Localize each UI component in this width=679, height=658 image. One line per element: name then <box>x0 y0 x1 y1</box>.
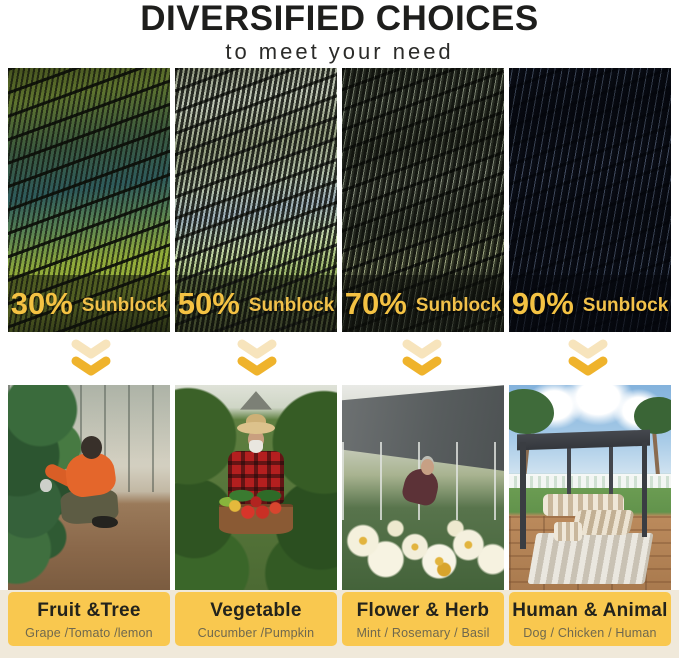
pergola-post <box>642 442 647 536</box>
striped-rug <box>527 533 653 584</box>
use-case-title: Fruit &Tree <box>37 600 141 621</box>
use-case-card-human-animal <box>509 592 671 646</box>
white-flowers <box>342 385 504 590</box>
sunblock-label-30 <box>8 275 170 332</box>
palm-tree <box>634 397 671 434</box>
header <box>0 0 679 66</box>
arrow-row <box>8 335 671 382</box>
photo-fruit-tree <box>8 385 170 590</box>
use-case-title: Vegetable <box>210 600 302 621</box>
down-arrow-icon <box>174 335 340 382</box>
sunblock-percent: 90% <box>511 285 574 321</box>
pergola-post <box>520 442 526 549</box>
shade-net-photo-90 <box>509 68 671 332</box>
use-case-caption-row <box>8 592 671 646</box>
use-case-card-flower-herb <box>342 592 504 646</box>
sunblock-percent: 70% <box>344 285 407 321</box>
use-case-subtitle: Grape /Tomato /lemon <box>25 626 153 640</box>
use-case-subtitle: Dog / Chicken / Human <box>523 626 657 640</box>
sunblock-word: Sunblock <box>81 294 168 316</box>
photo-flower-herb <box>342 385 504 590</box>
worker-glove <box>40 479 51 491</box>
shade-net-photo-30 <box>8 68 170 332</box>
use-case-subtitle: Mint / Rosemary / Basil <box>356 626 490 640</box>
photo-human-animal <box>509 385 671 590</box>
sunblock-word: Sunblock <box>582 294 669 316</box>
use-case-photo-row <box>8 385 671 590</box>
sunblock-word: Sunblock <box>248 294 335 316</box>
page-subtitle: to meet your need <box>225 39 454 64</box>
use-case-title: Flower & Herb <box>356 600 490 621</box>
sunblock-label-90 <box>509 275 671 332</box>
page-title: DIVERSIFIED CHOICES <box>140 0 539 38</box>
vegetables <box>175 385 337 590</box>
shade-net-photo-70 <box>342 68 504 332</box>
use-case-card-vegetable <box>175 592 337 646</box>
down-arrow-icon <box>505 335 671 382</box>
shade-net-photo-50 <box>175 68 337 332</box>
sunblock-percent: 30% <box>10 285 73 321</box>
down-arrow-icon <box>8 335 174 382</box>
sunblock-word: Sunblock <box>415 294 502 316</box>
sunblock-percent: 50% <box>177 285 240 321</box>
sunblock-label-70 <box>342 275 504 332</box>
use-case-title: Human & Animal <box>512 600 668 621</box>
caption-strip <box>0 590 679 658</box>
worker-head <box>81 436 102 459</box>
sunblock-label-50 <box>175 275 337 332</box>
use-case-card-fruit-tree <box>8 592 170 646</box>
use-case-subtitle: Cucumber /Pumpkin <box>197 626 315 640</box>
down-arrow-icon <box>340 335 506 382</box>
photo-vegetable <box>175 385 337 590</box>
sunblock-panel-row <box>8 68 671 332</box>
ottoman <box>554 522 582 540</box>
